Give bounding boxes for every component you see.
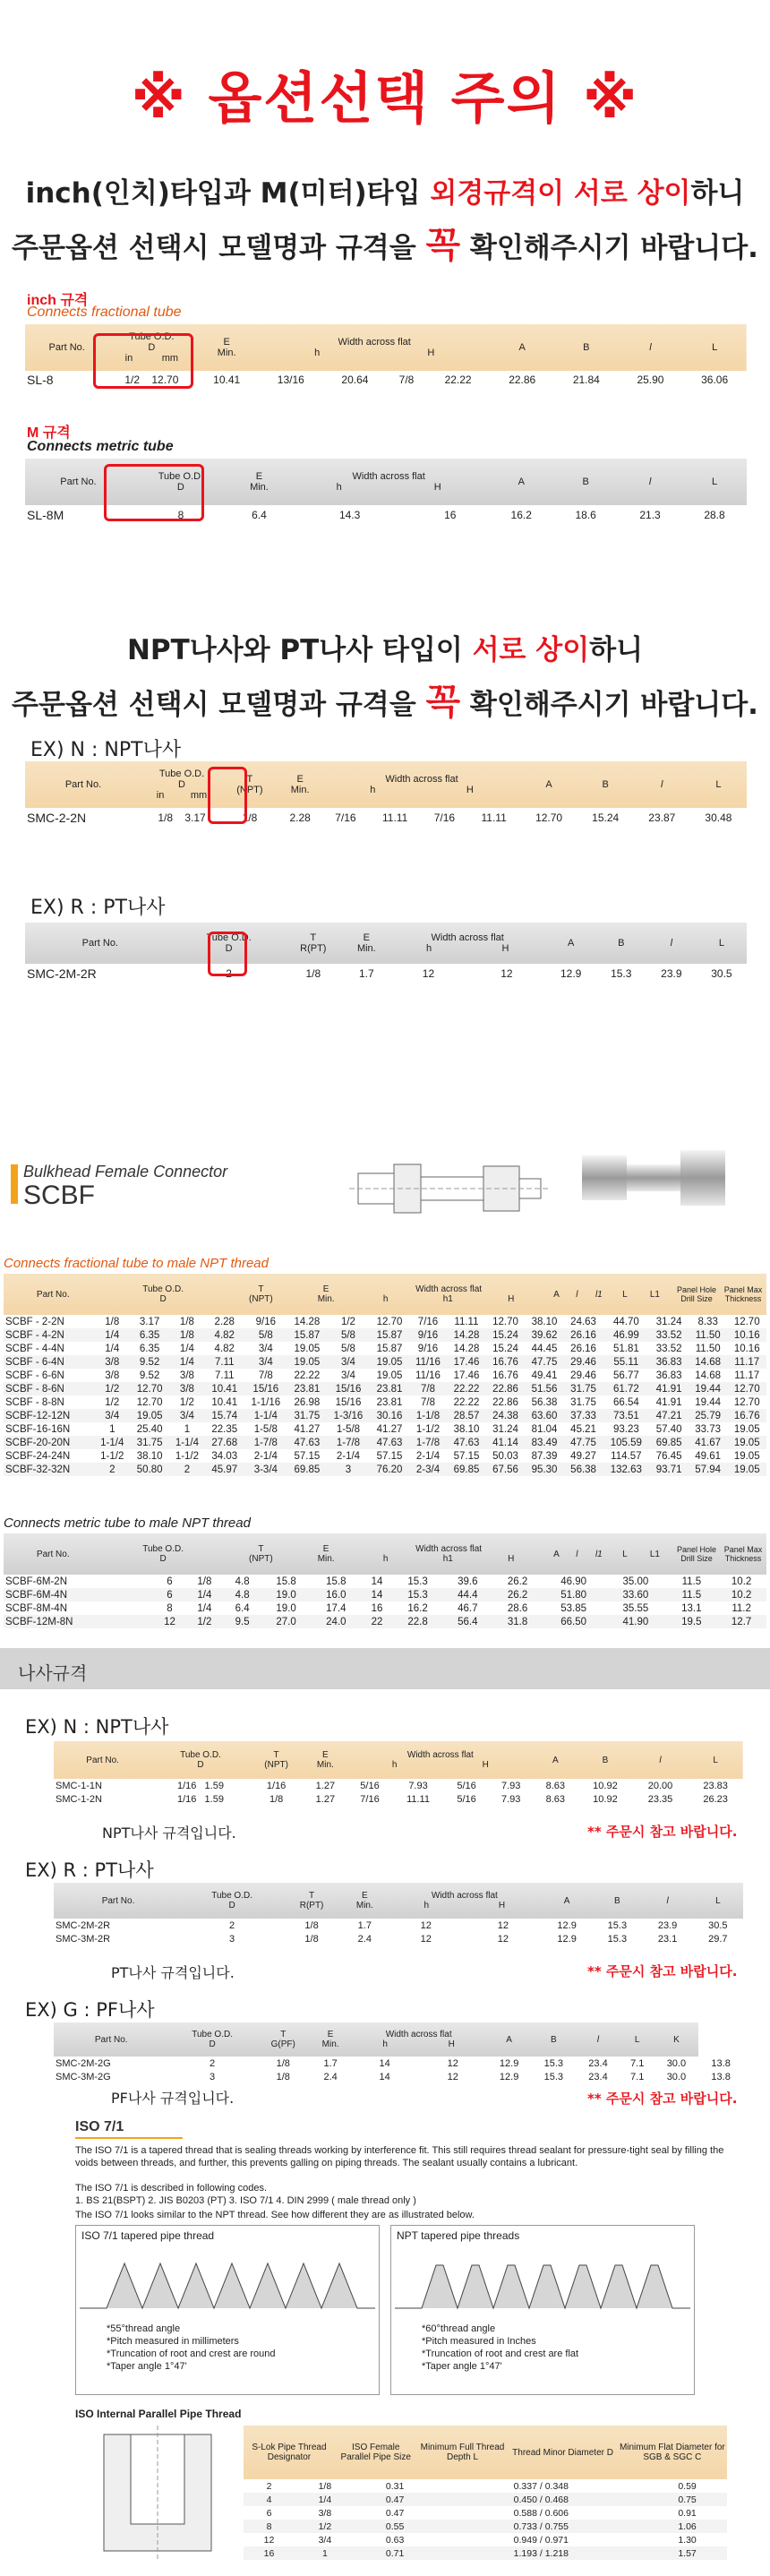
iso-thread-box: ISO 7/1 tapered pipe thread *55°thread angle *Pitch measured in millimeters *Truncation of root and crest are round *Taper angle 1°47' bbox=[75, 2225, 380, 2395]
scbf-frac-row: SCBF - 4-4N 1/4 6.35 1/4 4.82 3/4 19.05 5/8 15.87 9/16 14.28 15.24 44.45 26.16 51.81 33.52 11.50 10.16 bbox=[5, 1343, 760, 1354]
thread-r-label: EX) R : PT나사 bbox=[25, 1859, 154, 1881]
warning-line-2: 주문옵션 선택시 모델명과 규격을 꼭 확인해주시기 바랍니다. bbox=[12, 225, 758, 266]
scbf-frac-row: SCBF - 6-4N 3/8 9.52 1/4 7.11 3/4 19.05 3/4 19.05 11/16 17.46 16.76 47.75 29.46 55.11 36.83 14.68 11.17 bbox=[4, 1355, 766, 1369]
scbf-frac-row: SCBF-16-16N 1 25.40 1 22.35 1-5/8 41.27 1-5/8 41.27 1-1/2 38.10 31.24 81.04 45.21 93.23 57.40 33.73 19.05 bbox=[5, 1423, 760, 1435]
iso-box1-notes: *55°thread angle *Pitch measured in millimeters *Truncation of root and crest are round *Taper angle 1°47' bbox=[107, 2323, 276, 2372]
metric-label: M 규격 bbox=[27, 425, 71, 441]
thread-n-label: EX) N : NPT나사 bbox=[25, 1716, 169, 1738]
inch-table: Part No. Tube O.D. D in mm E Min. Width across flat h H A B l L SL-8 1/2 12.70 10.41 13/16 20.64 7/8 22.22 22.86 21.84 25.90 36.06 bbox=[25, 324, 747, 389]
scbf-met-row: SCBF-12M-8N 12 1/2 9.5 27.0 24.0 22 22.8 56.4 31.8 66.50 41.90 19.5 12.7 bbox=[4, 1615, 766, 1628]
scbf-frac-row: SCBF-20-20N 1-1/4 31.75 1-1/4 27.68 1-7/8 47.63 1-7/8 47.63 1-7/8 47.63 41.14 83.49 47.75 105.59 69.85 41.67 19.05 bbox=[4, 1436, 766, 1449]
iso-section bbox=[0, 2110, 770, 2576]
metric-table: Part No. Tube O.D. D E Min. Width across flat h H A B l L SL-8M 8 6.4 14.3 16 16.2 18.6 21.3 28.8 bbox=[25, 459, 747, 525]
iso-par-body bbox=[244, 2479, 727, 2560]
iso-par-title: ISO Internal Parallel Pipe Thread bbox=[75, 2408, 242, 2420]
thread-n-note: NPT나사 규격입니다. bbox=[102, 1825, 236, 1842]
scbf-frac-row: SCBF - 2-2N 1/8 3.17 1/8 2.28 9/16 14.28 1/2 12.70 7/16 11.11 12.70 38.10 24.63 44.70 31.24 8.33 12.70 bbox=[5, 1316, 760, 1327]
inch-highlight bbox=[93, 333, 193, 389]
scbf-subtitle: Bulkhead Female Connector bbox=[23, 1163, 228, 1181]
scbf-frac-row: SCBF-24-24N 1-1/2 38.10 1-1/2 34.03 2-1/4 57.15 2-1/4 57.15 2-1/4 57.15 50.03 87.39 49.27 114.57 76.45 49.61 19.05 bbox=[5, 1450, 760, 1462]
iso-p3: 1. BS 21(BSPT) 2. JIS B0203 (PT) 3. ISO 7/1 4. DIN 2999 ( male thread only ) bbox=[75, 2195, 416, 2206]
scbf-frac-row: SCBF-12-12N 3/4 19.05 3/4 15.74 1-1/4 31.75 1-3/16 30.16 1-1/8 28.57 24.38 63.60 37.33 73.51 47.21 25.79 16.76 bbox=[4, 1409, 766, 1422]
metric-highlight bbox=[104, 464, 204, 521]
pt-label: EX) R : PT나사 bbox=[30, 897, 166, 919]
iso-p1: The ISO 7/1 is a tapered thread that is sealing threads working by interference fit. This still requires thread sealant for pressure-tight seal by filling the voids between threads, and further, this prevents galling on piping threads. The sealant usually contains a lubricant. bbox=[75, 2145, 724, 2168]
thread-g-note: PF나사 규격입니다. bbox=[111, 2090, 235, 2107]
npt-label: EX) N : NPT나사 bbox=[30, 739, 182, 761]
iso-title: ISO 7/1 bbox=[75, 2119, 124, 2134]
thread-band-title: 나사규격 bbox=[18, 1664, 88, 1684]
scbf-frac-row: SCBF - 8-6N 1/2 12.70 3/8 10.41 15/16 23.81 15/16 23.81 7/8 22.22 22.86 51.56 31.75 61.72 41.91 19.44 12.70 bbox=[4, 1382, 766, 1395]
iso-par-drawing bbox=[86, 2426, 229, 2560]
scbf-section bbox=[0, 1057, 770, 1648]
warning-line-3: NPT나사와 PT나사 타입이 서로 상이하니 bbox=[126, 634, 644, 666]
inch-sub: Connects fractional tube bbox=[27, 305, 182, 320]
npt-table: Part No. Tube O.D. D in mm T (NPT) E Min. Width across flat h H A B l L SMC-2-2N 1/8 3.17 1/8 2.28 7/16 11.11 7/16 11.11 12.70 15.24 23.87 30.48 bbox=[25, 761, 747, 828]
scbf-met-table: Part No. Tube O.D. D T (NPT) E Min. Width across flat h h1 H A l l1 L L1 Panel Hole Drill Size Panel Max Thickness bbox=[4, 1533, 766, 1575]
scbf-frac-row: SCBF - 6-6N 3/8 9.52 3/8 7.11 7/8 22.22 3/4 19.05 11/16 17.46 16.76 49.41 29.46 56.77 36.83 14.68 11.17 bbox=[5, 1370, 760, 1381]
scbf-frac-row: SCBF - 4-2N 1/4 6.35 1/8 4.82 5/8 15.87 5/8 15.87 9/16 14.28 15.24 39.62 26.16 46.99 33.52 11.50 10.16 bbox=[4, 1328, 766, 1342]
pt-highlight bbox=[208, 932, 247, 976]
npt-thread-box: NPT tapered pipe threads *60°thread angle *Pitch measured in Inches *Truncation of root and crest are flat *Taper angle 1°47' bbox=[390, 2225, 695, 2395]
scbf-met-row: SCBF-6M-4N 6 1/4 4.8 19.0 16.0 14 15.3 44.4 26.2 51.80 33.60 11.5 10.2 bbox=[4, 1588, 766, 1601]
iso-par-row: 4 1/4 0.47 0.450 / 0.468 0.75 bbox=[244, 2493, 727, 2506]
thread-section bbox=[0, 1648, 770, 2110]
thread-g-table: Part No. Tube O.D. D T G(PF) E Min. Width across flat h H A B l L K SMC-2M-2G 2 1/8 1.7 14 12 12.9 15.3 23.4 7.1 30.0 13.8 SMC-3M-2G 3 1/8 2.4 14 12 12.9 15.3 23.4 7.1 30.0 13.8 bbox=[54, 2022, 743, 2083]
scbf-photo bbox=[573, 1129, 734, 1227]
thread-r-note: PT나사 규격입니다. bbox=[111, 1964, 235, 1981]
iso-par-row: 12 3/4 0.63 0.949 / 0.971 1.30 bbox=[263, 2534, 697, 2546]
iso-par-table: S-Lok Pipe Thread Designator ISO Female Parallel Pipe Size Minimum Full Thread Depth L Thread Minor Diameter D Minimum Flat Diameter for SGB & SGC C bbox=[244, 2426, 727, 2479]
scbf-frac-row: SCBF - 8-8N 1/2 12.70 1/2 10.41 1-1/16 26.98 15/16 23.81 7/8 22.22 22.86 56.38 31.75 66.54 41.91 19.44 12.70 bbox=[5, 1396, 760, 1408]
scbf-met-body bbox=[4, 1575, 766, 1628]
thread-g-label: EX) G : PF나사 bbox=[25, 1999, 155, 2021]
metric-sub: Connects metric tube bbox=[27, 439, 174, 454]
scbf-frac-table: Part No. Tube O.D. D T (NPT) E Min. Width across flat h h1 H A l l1 L L1 Panel Hole Drill Size Panel Max Thickness bbox=[4, 1274, 766, 1315]
scbf-met-row: SCBF-8M-4N 8 1/4 6.4 19.0 17.4 16 16.2 46.7 28.6 53.85 35.55 13.1 11.2 bbox=[5, 1602, 751, 1614]
scbf-drawing bbox=[340, 1138, 555, 1236]
thread-n-table: Part No. Tube O.D. D T (NPT) E Min. Width across flat h H A B l L SMC-1-1N 1/16 1.59 1/16 1.27 5/16 7.93 5/16 7.93 8.63 10.92 20.00 23.83 SMC-1-2N 1/16 1.59 1/8 1.27 7/16 11.11 5/16 7.93 8.63 10.92 23.35 26.23 bbox=[54, 1741, 743, 1806]
thread-g-ref: ** 주문시 참고 바랍니다. bbox=[587, 2091, 738, 2107]
pt-table: Part No. Tube O.D. D T R(PT) E Min. Width across flat h H A B l L SMC-2M-2R 2 1/8 1.7 12 12 12.9 15.3 23.9 30.5 bbox=[25, 923, 747, 983]
scbf-title: SCBF bbox=[23, 1181, 96, 1210]
npt-highlight bbox=[208, 767, 247, 824]
scbf-met-row: SCBF-6M-2N 6 1/8 4.8 15.8 15.8 14 15.3 39.6 26.2 46.90 35.00 11.5 10.2 bbox=[5, 1576, 752, 1587]
warning-section bbox=[0, 0, 770, 1057]
thread-n-ref: ** 주문시 참고 바랍니다. bbox=[587, 1824, 738, 1840]
scbf-met-label: Connects metric tube to male NPT thread bbox=[4, 1516, 251, 1531]
warning-line-1: inch(인치)타입과 M(미터)타입 외경규격이 서로 상이하니 bbox=[25, 177, 745, 210]
iso-p2: The ISO 7/1 is described in following codes. bbox=[75, 2183, 268, 2194]
inch-label: inch 규격 bbox=[27, 293, 89, 308]
npt-box2-notes: *60°thread angle *Pitch measured in Inches *Truncation of root and crest are flat *Taper angle 1°47' bbox=[422, 2323, 579, 2372]
thread-r-table: Part No. Tube O.D. D T R(PT) E Min. Width across flat h H A B l L SMC-2M-2R 2 1/8 1.7 12 12 12.9 15.3 23.9 30.5 SMC-3M-2R 3 1/8 2.4 12 12 12.9 15.3 23.1 29.7 bbox=[54, 1883, 743, 1945]
thread-r-ref: ** 주문시 참고 바랍니다. bbox=[587, 1963, 738, 1979]
scbf-frac-row: SCBF-32-32N 2 50.80 2 45.97 3-3/4 69.85 3 76.20 2-3/4 69.85 67.56 95.30 56.38 132.63 93.71 57.94 19.05 bbox=[4, 1463, 766, 1476]
warning-line-4: 주문옵션 선택시 모델명과 규격을 꼭 확인해주시기 바랍니다. bbox=[12, 682, 758, 723]
scbf-frac-label: Connects fractional tube to male NPT thread bbox=[4, 1256, 269, 1271]
iso-par-row: 8 1/2 0.55 0.733 / 0.755 1.06 bbox=[244, 2520, 727, 2533]
iso-p4: The ISO 7/1 looks similar to the NPT thread. See how different they are as illustrated below. bbox=[75, 2210, 475, 2220]
npt-thread-drawing bbox=[395, 2245, 690, 2317]
iso-par-row: 2 1/8 0.31 0.337 / 0.348 0.59 bbox=[266, 2480, 697, 2492]
warning-title: ※ 옵션선택 주의 ※ bbox=[131, 65, 639, 131]
iso-par-row: 16 1 0.71 1.193 / 1.218 1.57 bbox=[244, 2546, 727, 2560]
iso-par-row: 6 3/8 0.47 0.588 / 0.606 0.91 bbox=[266, 2507, 697, 2519]
scbf-frac-body bbox=[4, 1315, 766, 1476]
iso-thread-drawing bbox=[80, 2245, 375, 2317]
